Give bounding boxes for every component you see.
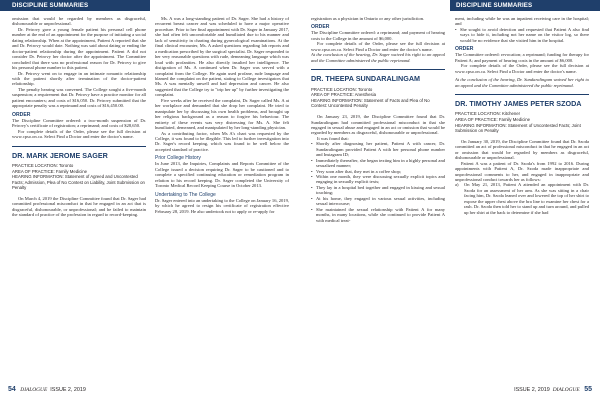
list-item: • She sought to avoid detection and requested that Patient A also find ways to hide it, including not her name on the visitor log, so there would be no evidence that she visited him in the hospital. xyxy=(455,27,589,43)
body-paragraph: ment, including while he was an inpatient receiving care in the hospital; and xyxy=(455,16,589,27)
conduct-list xyxy=(455,182,589,215)
header-bar-right xyxy=(450,0,600,11)
issue-label: ISSUE 2, 2019 xyxy=(50,387,86,393)
column-2 xyxy=(155,16,289,214)
column-3 xyxy=(311,16,445,223)
order-details: For complete details of the Order, please see the full decision at www.cpso.on.ca. Select Find a Doctor and enter the doctor's name. xyxy=(12,128,146,140)
list-item: • She maintained the sexual relationship with Patient A for many months, in many locations, while she continued to provide Patient A with medical treat- xyxy=(311,207,445,223)
body-paragraph: Dr. Sager entered into an undertaking to the College on January 16, 2019, by which he agreed to resign his certificate of registration effective February 28, 2019. He also undertook not to apply or re-apply for xyxy=(155,197,289,214)
prior-history-heading: Prior College History xyxy=(155,155,201,162)
hearing-information: HEARING INFORMATION: Statement of Agreed and Uncontested Facts; Admission, Plea of No Contest on Liability, Joint Submission on Penalty xyxy=(12,174,145,191)
order-details: For complete details of the Order, please see the full decision at www.cpso.on.ca. Select Find a Doctor and enter the doctor's name. xyxy=(311,41,445,52)
list-item: • They lay in a hospital bed together and engaged in kissing and sexual touching; xyxy=(311,185,445,196)
list-item: • Shortly after diagnosing her patient, Patient A with cancer, Dr. Sundaralingam provided Patient A with her personal phone number and Instagram ID; xyxy=(311,141,445,157)
findings-list xyxy=(311,141,445,223)
body-paragraph: It was found that: xyxy=(317,135,349,141)
doctor-name: DR. THEEPA SUNDARALINGAM xyxy=(311,74,421,84)
practice-location: PRACTICE LOCATION: Kitchener xyxy=(455,111,521,117)
section-title-left: DISCIPLINE SUMMARIES xyxy=(12,2,89,9)
list-item: • Within one month, they were discussing sexually explicit topics and engaging in sexually explicit texts; xyxy=(311,174,445,185)
hearing-information: HEARING INFORMATION: Statement of Facts and Plea of No Contest: Uncontested Penalty xyxy=(311,97,430,109)
order-paragraph: The Committee ordered: revocation; a reprimand; funding for therapy for Patient A; and payment of hearing costs in the amount of $6,000. xyxy=(455,52,589,63)
magazine-name: DIALOGUE xyxy=(20,387,48,393)
footer-left xyxy=(8,386,86,393)
order-heading: ORDER xyxy=(455,46,474,53)
body-paragraph: In June 2013, the Inquiries, Complaints and Reports Committee of the College issued a decision requiring Dr. Sager to be cautioned and to complete a specified continuing education or remediation program in relation to his record keeping. Dr. Sager completed the University of Toronto Medical Record Keeping Course in October 2013. xyxy=(155,161,289,189)
body-paragraph: Five weeks after he received the complaint, Dr. Sager called Ms. A at her workplace and demanded that she drop her complaint. He tried to manipulate her by discussing his own health problems, and brought up her religious background as a reason to forgive his behaviour. The entirety of these events was very distressing for Ms. A. She felt humiliated, demeaned, and manipulated by her long-standing physician. xyxy=(155,97,289,131)
section-divider xyxy=(12,146,146,147)
practice-location: PRACTICE LOCATION: Toronto xyxy=(12,163,74,169)
page-number: 55 xyxy=(584,386,592,393)
header-bar-left xyxy=(0,0,150,11)
practice-location: PRACTICE LOCATION: Toronto xyxy=(311,86,373,92)
body-paragraph: omission that would be regarded by members as disgraceful, dishonourable or unprofessional. xyxy=(12,16,146,27)
list-item: • Very soon after that, they met in a coffee shop; xyxy=(311,169,445,174)
hearing-information: HEARING INFORMATION: Statement of Uncontested Facts; Joint Submission on Penalty xyxy=(455,122,581,134)
area-of-practice: AREA OF PRACTICE: Family Medicine xyxy=(455,117,530,123)
footer-right xyxy=(514,386,592,393)
order-note: At the conclusion of the hearing, Dr. Sager waived his right to an appeal and the Committee administered the public reprimand. xyxy=(311,52,445,63)
order-details: For complete details of the Order, please see the full decision at www.cpso.on.ca. Select Find a Doctor and enter the doctor's name. xyxy=(455,63,589,74)
body-paragraph: Patient A was a patient of Dr. Szoda's from 1992 to 2016. During appointments with Patient A, Dr. Szoda made inappropriate and unprofessional comments to her, and engaged in inappropriate and unprofessional conduct towards her as follows: xyxy=(455,160,589,183)
magazine-name: DIALOGUE xyxy=(552,387,580,393)
body-paragraph: On March 4, 2019 the Discipline Committee found that Dr. Sager had committed professional misconduct in that he engaged in an act that is disgraceful, dishonourable, or unprofessional; and he failed to maintain the standard of practice of the profession in regard to record-keeping. xyxy=(12,195,146,218)
findings-list-continued xyxy=(455,27,589,43)
body-paragraph: On January 30, 2019, the Discipline Committee found that Dr. Szoda committed an act of professional misconduct in that he engaged in an act or omission that would be regarded by members as disgraceful, dishonourable or unprofessional. xyxy=(455,138,589,161)
section-divider xyxy=(455,94,589,95)
order-paragraph: The Discipline Committee ordered: a two-month suspension of Dr. Peirovy's certificate of registration; a reprimand; and costs of $28,650. xyxy=(12,117,146,129)
order-note: At the conclusion of the hearing, Dr. Sundaralingam waived her right to an appeal and the Committee administered the public reprimand. xyxy=(455,77,589,88)
body-paragraph: Ms. A was a long-standing patient of Dr. Sager. She had a history of recurrent breast cancer and was scheduled to have a major operative procedure. Prior to her final appointment with Dr. Sager in January 2017, she had often felt uncomfortable and humiliated due to his manner and lack of sensitivity in charting during gynecological examinations. At the final clinical encounter, Ms. A asked questions regarding lab reports and a medication prescribed by the surgical specialist. Dr. Sager responded to her very reasonable questions with rude, demeaning language which was loud with profanities. He also directly insulted her intelligence. The distigration of Ms. A continued when Dr. Sager was served with a complaint from the College. He again used profane, rude language and blamed the complaint on the patient, stating to College investigators that Ms. A was mentally unwell and had depression and cancer. He also suggested that the College try to "trip her up" by further investigating the complaint. xyxy=(155,16,289,98)
undertaking-heading: Undertaking to The College xyxy=(155,191,216,198)
area-of-practice: AREA OF PRACTICE: Family Medicine xyxy=(12,168,87,174)
column-1 xyxy=(12,16,146,218)
column-4 xyxy=(455,16,589,215)
list-item: • Immediately thereafter, she began texting him in a highly personal and sexualized manner; xyxy=(311,158,445,169)
list-item: • At his home, they engaged in various sexual activities, including sexual intercourse; xyxy=(311,196,445,207)
issue-label: ISSUE 2, 2019 xyxy=(514,387,550,393)
order-heading: ORDER xyxy=(12,111,31,118)
body-paragraph: The penalty hearing was convened. The College sought a five-month suspension; a requirement that Dr. Peirovy have a practice monitor for all patient encounters; and costs of $16,050. Dr. Peirovy submitted that the appropriate penalty was a reprimand and costs of $16,450.00. xyxy=(12,86,146,109)
page-number: 54 xyxy=(8,386,16,393)
list-marker: a) xyxy=(455,182,459,188)
doctor-name: DR. TIMOTHY JAMES PETER SZODA xyxy=(455,98,582,108)
area-of-practice: AREA OF PRACTICE: Anesthesia xyxy=(311,92,376,98)
doctor-name: DR. MARK JEROME SAGER xyxy=(12,150,108,160)
order-paragraph: The Discipline Committee ordered: a reprimand; and payment of hearing costs to the College in the amount of $6,000. xyxy=(311,30,445,41)
list-item xyxy=(455,182,589,215)
body-paragraph: On January 23, 2019, the Discipline Committee found that Dr. Sundaralingam had committed professional misconduct in that she engaged in sexual abuse and engaged in an act or omission that would be regarded by members as disgraceful, dishonourable or unprofessional. xyxy=(311,114,445,136)
body-paragraph: As a contributing factor, when Ms A's chart was requested by the College, it was found to be illegible. This led to further investigation into Dr. Sager's record keeping, which was found to be well below the accepted standard of practice. xyxy=(155,130,289,152)
body-paragraph: registration as a physician in Ontario or any other jurisdiction. xyxy=(311,16,425,21)
section-divider xyxy=(311,69,445,70)
section-title-right: DISCIPLINE SUMMARIES xyxy=(456,2,533,9)
body-paragraph: Dr. Peirovy went on to engage in an intimate romantic relationship with the patient shortly after termination of the doctor-patient relationship. xyxy=(12,70,146,87)
list-item-text: On May 21, 2013, Patient A attended an appointment with Dr. Szoda for an assessment of her arm. As she was sitting in a chair facing him, Dr. Szoda leaned over and lowered the top of her shirt to expose the upper chest above the bra line to examine her chest for a rash. Dr. Szoda then told her to stand up and turn around, and pulled up her shirt at the back to determine if she had xyxy=(464,182,589,215)
order-heading: ORDER xyxy=(311,24,330,31)
body-paragraph: Dr. Peirovy gave a young female patient his personal cell phone number at the end of an appointment for the purpose of initiating a social dating relationship. When at the appointment, Patient A reported that she and Dr. Peirovy would date. Nothing was said about dating or ending the doctor-patient relationship during the appointment. Patient A did not consider Dr. Peirovy her doctor after the appointment. The Committee concluded that there was no professional reason for Dr. Peirovy to give his personal phone number to this patient. xyxy=(12,26,146,71)
